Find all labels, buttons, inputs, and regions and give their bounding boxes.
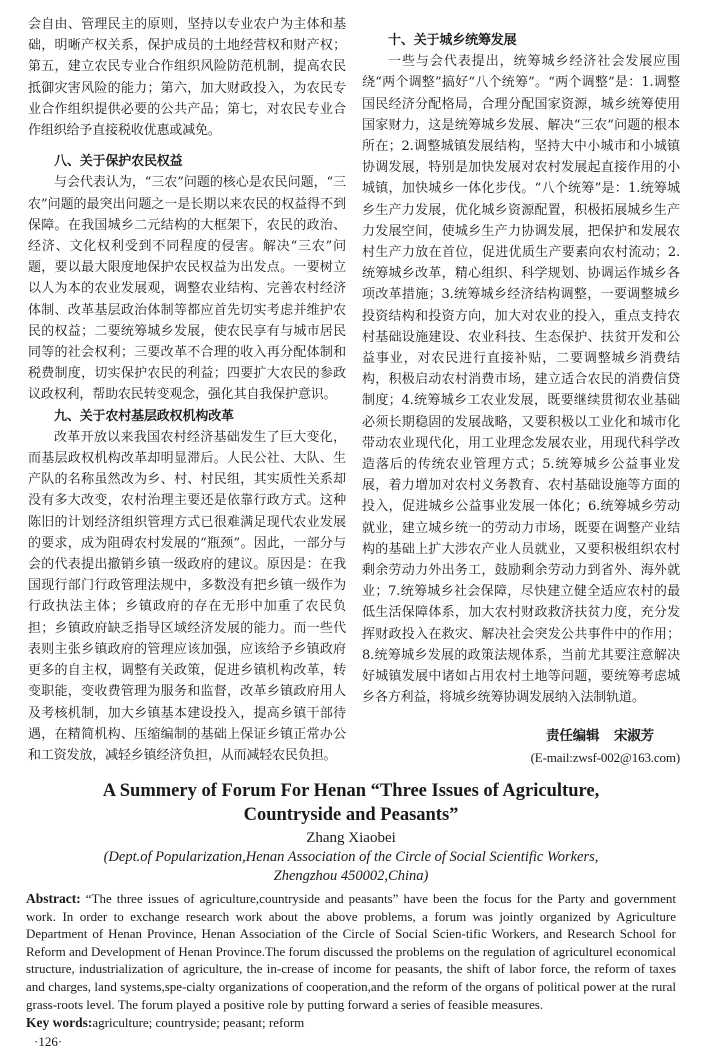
english-abstract [26, 890, 676, 1013]
section-8-heading: 八、关于保护农民权益 [54, 154, 183, 170]
keywords-label: Key words: [26, 1015, 93, 1031]
right-column [362, 14, 680, 769]
page-number: ·126· [34, 1033, 63, 1049]
editor-label: 责任编辑 [545, 727, 600, 744]
english-title [26, 779, 676, 827]
english-affiliation [26, 848, 676, 886]
section-9-heading: 九、关于农村基层政权机构改革 [54, 408, 234, 424]
affiliation-line-1: (Dept.of Popularization,Henan Association of the Circle of Social Scientific Workers, [103, 849, 599, 865]
abstract-label: Abstract: [26, 891, 81, 906]
english-author: Zhang Xiaobei [306, 830, 396, 846]
section-10-heading: 十、关于城乡统筹发展 [388, 33, 517, 48]
english-title-line-1: A Summery of Forum For Henan “Three Issues of Agriculture, [102, 781, 600, 801]
abstract-text: “The three issues of agriculture,countryside and peasants” have been the focus for the Party and government work. In order to exchange research work about the above problems, a forum was jointly organized by Agriculture Department of Henan Province, Henan Association of the Circle of Social Scien-tific Workers, and Research School for Reform and Development of Henan Province.The forum discussed the problems on the regulation of agriculturel economical structure, industrialization of agriculture, the in-crease of income for peasants, the shift of labor force, the reform of taxes and charges, land systems,spe-cialty organizations of cooperation,and the reform of the organs of political power at the rural grass-roots level. The forum played a positive role by putting forward a series of feasible measures. [26, 891, 676, 1012]
body-columns [28, 14, 680, 769]
english-summary [26, 779, 676, 1050]
section-8-body: 与会代表认为，“三农”问题的核心是农民问题，“三农”问题的最突出问题之一是长期以来农民的权益得不到保障。在我国城乡二元结构的大框架下，农民的政治、经济、文化权利受到不同程度的侵害。解决“三农”问题，要以最大限度地保护农民权益为出发点。一要树立以人为本的农业发展观，调整农业结构、完善农村经济体制、改革基层政治体制等都应首先切实考虑并维护农民的权益；二要统筹城乡发展，使农民享有与城市居民同等的社会权利；三要改革不合理的收入再分配体制和税费制度，切实保护农民的利益；四要扩大农民的参政议政权利，帮助农民转变观念，强化其自我保护意识。 [28, 175, 346, 403]
english-title-line-2: Countryside and Peasants” [243, 805, 459, 825]
section-9-body: 改革开放以来我国农村经济基础发生了巨大变化，而基层政权机构改革却明显滞后。人民公社、大队、生产队的名称虽然改为乡、村、村民组，其实质性关系却没有多大改变，农村治理主要还是依靠行政方式。这种陈旧的计划经济组织管理方式已很难满足现代农业发展的要求，成为阻碍农村发展的“瓶颈”。因此，一部分与会的代表提出撤销乡镇一级政府的建议。原因是：在我国现行部门行政管理法规中，多数没有把乡镇一级作为行政执法主体；乡镇政府的存在无形中加重了农民负担；乡镇政府缺乏指导区域经济发展的能力。而一些代表则主张乡镇政府的管理应该加强，应该给予乡镇政府更多的自主权，调整有关政策，促进乡镇机构改革，转变职能，变收费管理为服务和监督，改革乡镇政府用人及考核机制，加大乡镇基本建设投入，提高乡镇干部待遇，在精简机构、压缩编制的基础上保证乡镇正常办公和工资发放，减轻乡镇经济负担，从而减轻农民负担。 [28, 429, 346, 763]
editor-credit [362, 725, 680, 769]
continuation-paragraph: 会自由、管理民主的原则，坚持以专业农户为主体和基础，明晰产权关系，保护成员的土地经营权和财产权；第五，建立农民专业合作组织风险防范机制，提高农民抵御灾害风险的能力；第六，加大财政投入，为农民专业合作组织提供必要的公共产品；第七，对农民专业合作组织给予直接税收优惠或减免。 [28, 17, 346, 139]
english-keywords [26, 1014, 676, 1032]
affiliation-line-2: Zhengzhou 450002,China) [273, 868, 429, 884]
editor-line [362, 725, 680, 747]
keywords-text: agriculture; countryside; peasant; reform [92, 1015, 305, 1031]
left-column [28, 14, 346, 766]
section-10-body: 一些与会代表提出，统筹城乡经济社会发展应围绕“两个调整”搞好“八个统筹”。“两个调整”是：1.调整国民经济分配格局，合理分配国家资源，城乡统筹使用国家财力，这是统筹城乡发展、解决“三农”问题的根本所在；2.调整城镇发展结构，坚持大中小城市和小城镇协调发展，特别是加快发展对农村发展起直接作用的小城镇，加快城乡一体化步伐。“八个统筹”是：1.统筹城乡生产力发展，优化城乡资源配置，积极拓展城乡生产力发展空间，使城乡生产力协调发展，把保护和发展农村生产力放在首位，促进优质生产要素向农村流动；2.统筹城乡改革，精心组织、科学规划、协调运作城乡各项改革措施；3.统筹城乡经济结构调整，一要调整城乡投资结构和投资方向，加大对农业的投入，重点支持农村基础设施建设、农业科技、生态保护、扶贫开发和公益事业，对农民进行直接补贴，二要调整城乡消费结构，积极启动农村消费市场，建立适合农民的消费信贷制度；4.统筹城乡工农业发展，既要继续贯彻农业基础必须长期稳固的发展战略，又要积极以工业化和城市化带动农业现代化，用工业理念发展农业，用现代科学改造落后的传统农业管理方式；5.统筹城乡公益事业发展，着力增加对农村义务教育、农村基础设施等方面的投入，促进城乡公益事业发展一体化；6.统筹城乡劳动就业，建立城乡统一的劳动力市场，既要在调整产业结构的基础上扩大涉农产业人员就业，又要积极组织农村剩余劳动力外出务工，鼓励剩余劳动力到省外、海外就业；7.统筹城乡社会保障，尽快建立健全适应农村的最低生活保障体系，加大农村财政救济扶贫力度，充分发挥财政投入在救灾、解决社会突发公共事件中的作用；8.统筹城乡发展的政策法规体系，当前尤其要注意解决好城镇发展中诸如占用农村土地等问题，要统筹考虑城乡各方利益，将城乡统筹协调发展纳入法制轨道。 [362, 54, 680, 706]
editor-name: 宋淑芳 [613, 727, 654, 744]
editor-email: (E-mail:zwsf-002@163.com) [530, 749, 680, 765]
